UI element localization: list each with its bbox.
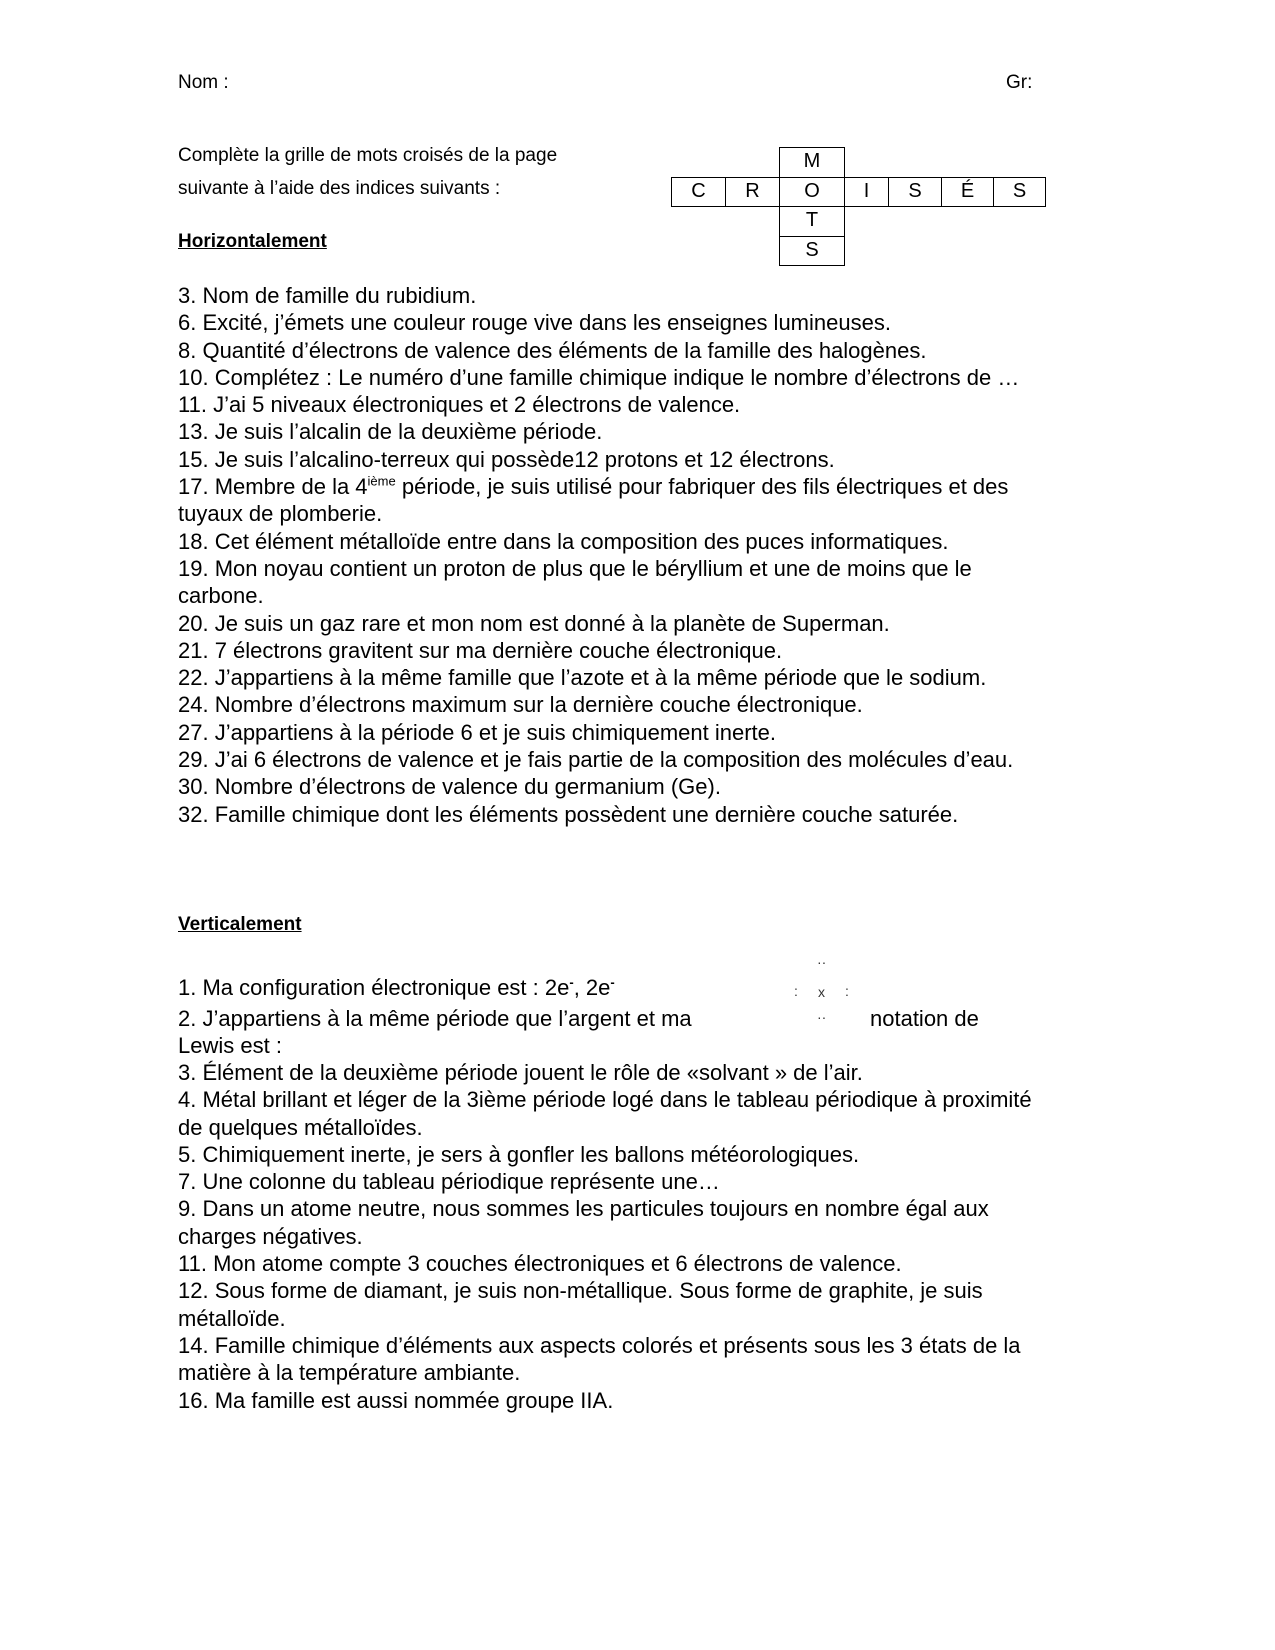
grid-cell: R — [725, 177, 780, 207]
clue: 11. J’ai 5 niveaux électroniques et 2 électrons de valence. — [178, 392, 741, 418]
clue: 13. Je suis l’alcalin de la deuxième période. — [178, 419, 603, 445]
clue-text: 1. Ma configuration électronique est : 2e — [178, 975, 570, 1000]
clue: 12. Sous forme de diamant, je suis non-métallique. Sous forme de graphite, je suis métalloïde. — [178, 1278, 983, 1331]
clue: 32. Famille chimique dont les éléments possèdent une dernière couche saturée. — [178, 801, 959, 827]
grid-cell: C — [671, 177, 726, 207]
clue: 10. Complétez : Le numéro d’une famille chimique indique le nombre d’électrons de … — [178, 364, 1020, 390]
grid-cell: S — [888, 177, 942, 207]
clue: 18. Cet élément métalloïde entre dans la composition des puces informatiques. — [178, 528, 949, 554]
grid-cell: S — [779, 236, 845, 266]
clue: 5. Chimiquement inerte, je sers à gonfler les ballons météorologiques. — [178, 1141, 860, 1167]
clue: 7. Une colonne du tableau périodique représente une… — [178, 1169, 720, 1195]
intro-line-2: suivante à l’aide des indices suivants : — [178, 178, 501, 199]
grid-cell: O — [779, 177, 845, 207]
clue: 3. Nom de famille du rubidium. — [178, 283, 477, 308]
clue: 29. J’ai 6 électrons de valence et je fais partie de la composition des molécules d’eau. — [178, 747, 1014, 773]
heading-horizontal: Horizontalement — [178, 231, 327, 252]
clue: 3. Élément de la deuxième période jouent le rôle de «solvant » de l’air. — [178, 1060, 863, 1085]
clue — [178, 974, 615, 1001]
clue: 19. Mon noyau contient un proton de plus que le béryllium et une de moins que le carbone. — [178, 555, 972, 609]
clue-text: Lewis est : — [178, 1033, 282, 1058]
clue: 14. Famille chimique d’éléments aux aspects colorés et présents sous les 3 états de la matière à la température ambiante. — [178, 1332, 1021, 1386]
clue-text: , 2e — [573, 975, 611, 1000]
clue: 2. J’appartiens à la même période que l’argent et ma — [178, 1006, 692, 1031]
grid-cell: É — [941, 177, 994, 207]
group-label: Gr: — [1006, 72, 1033, 93]
clue: 9. Dans un atome neutre, nous sommes les particules toujours en nombre égal aux charges négatives. — [178, 1196, 989, 1249]
grid-cell: T — [779, 206, 845, 237]
clue: 15. Je suis l’alcalino-terreux qui possède12 protons et 12 électrons. — [178, 446, 835, 472]
clue: 24. Nombre d’électrons maximum sur la dernière couche électronique. — [178, 692, 863, 718]
grid-cell: S — [993, 177, 1046, 207]
name-label: Nom : — [178, 72, 229, 93]
clue: 8. Quantité d’électrons de valence des éléments de la famille des halogènes. — [178, 337, 927, 363]
vertical-clues — [178, 1059, 1048, 1414]
clue: 22. J’appartiens à la même famille que l’azote et à la même période que le sodium. — [178, 665, 987, 691]
clue-text: 17. Membre de la 4 — [178, 474, 368, 500]
clue: 4. Métal brillant et léger de la 3ième période logé dans le tableau périodique à proximité de quelques métalloïdes. — [178, 1087, 1032, 1140]
clue: 6. Excité, j’émets une couleur rouge vive dans les enseignes lumineuses. — [178, 310, 891, 336]
clue-text: notation de — [870, 1006, 979, 1031]
heading-vertical: Verticalement — [178, 914, 302, 935]
grid-cell: M — [779, 147, 845, 178]
grid-cell: I — [844, 177, 889, 207]
superscript: - — [610, 974, 615, 990]
clue: 30. Nombre d’électrons de valence du germanium (Ge). — [178, 774, 721, 800]
clue: 21. 7 électrons gravitent sur ma dernière couche électronique. — [178, 637, 783, 663]
superscript: - — [569, 974, 574, 990]
clue: 27. J’appartiens à la période 6 et je suis chimiquement inerte. — [178, 719, 777, 745]
electron-pair: : — [794, 983, 798, 999]
intro-line-1: Complète la grille de mots croisés de la page — [178, 145, 558, 166]
electron-pair: : — [845, 983, 849, 999]
clue: 20. Je suis un gaz rare et mon nom est donné à la planète de Superman. — [178, 610, 890, 636]
clue: 16. Ma famille est aussi nommée groupe IIA. — [178, 1387, 614, 1413]
electron-pair: ·· — [817, 1009, 827, 1025]
clue-text: période, je suis utilisé pour fabriquer des fils électriques et des tuyaux de plomberie. — [178, 474, 1009, 527]
horizontal-clues — [178, 282, 1048, 828]
element-symbol: x — [818, 984, 825, 1000]
superscript: ième — [367, 473, 396, 489]
electron-pair: ·· — [817, 954, 827, 970]
clue: 11. Mon atome compte 3 couches électroniques et 6 électrons de valence. — [178, 1251, 902, 1277]
clue — [178, 473, 1048, 528]
